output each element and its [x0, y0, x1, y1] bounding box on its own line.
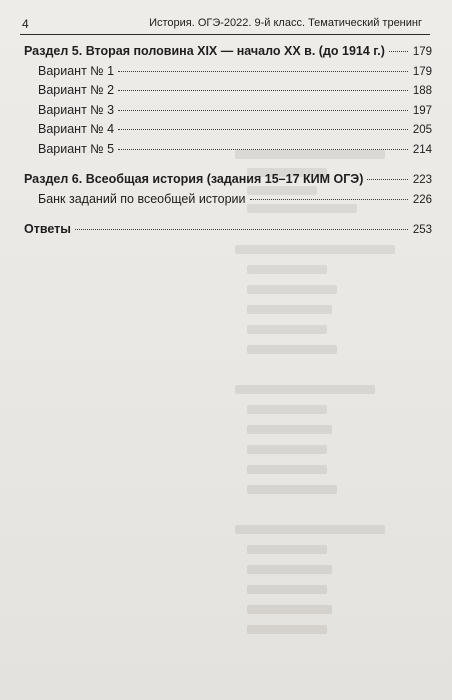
toc-entry-page: 197	[412, 104, 432, 117]
dot-leader	[118, 90, 408, 91]
toc-entry-page: 179	[412, 65, 432, 78]
toc-entry-variant	[24, 120, 432, 140]
toc-entry-label: Раздел 5. Вторая половина XIX — начало XX в. (до 1914 г.)	[24, 44, 385, 58]
spacer	[24, 159, 432, 170]
toc-entry-section-6	[24, 170, 432, 190]
toc-entry-label: Раздел 6. Всеобщая история (задания 15–17 КИМ ОГЭ)	[24, 172, 364, 186]
dot-leader	[118, 71, 408, 72]
dot-leader	[75, 229, 408, 230]
toc-entry-variant	[24, 62, 432, 82]
toc-entry-section-5	[24, 42, 432, 62]
running-head-title: История. ОГЭ-2022. 9-й класс. Тематический тренинг	[149, 17, 422, 29]
toc-entry-label: Банк заданий по всеобщей истории	[38, 191, 246, 206]
dot-leader	[118, 129, 408, 130]
dot-leader	[389, 51, 408, 52]
toc-entry-label: Вариант № 5	[38, 141, 115, 156]
toc-entry-page: 214	[412, 143, 432, 156]
spacer	[24, 209, 432, 220]
header-rule	[20, 34, 430, 35]
toc-entry-task-bank	[24, 190, 432, 210]
toc-entry-variant	[24, 101, 432, 121]
toc-entry-page: 226	[412, 193, 432, 206]
page-number: 4	[22, 17, 29, 31]
toc-entry-page: 205	[412, 124, 432, 136]
toc-entry-label: Вариант № 4	[38, 122, 115, 136]
toc-entry-label: Ответы	[24, 222, 71, 236]
toc-entry-page: 253	[412, 224, 432, 236]
toc-entry-label: Вариант № 3	[38, 102, 115, 117]
toc-entry-variant	[24, 81, 432, 101]
toc-entry-variant	[24, 140, 432, 160]
running-head	[0, 0, 452, 40]
toc-entry-page: 223	[412, 174, 432, 186]
toc-entry-page: 188	[412, 85, 432, 97]
toc-entry-label: Вариант № 1	[38, 63, 115, 78]
dot-leader	[367, 179, 408, 180]
toc-entry-answers	[24, 220, 432, 240]
toc-entry-page: 179	[412, 46, 432, 58]
dot-leader	[118, 110, 408, 111]
dot-leader	[250, 199, 408, 200]
dot-leader	[118, 149, 408, 150]
toc-entry-label: Вариант № 2	[38, 83, 115, 97]
table-of-contents	[24, 42, 432, 240]
